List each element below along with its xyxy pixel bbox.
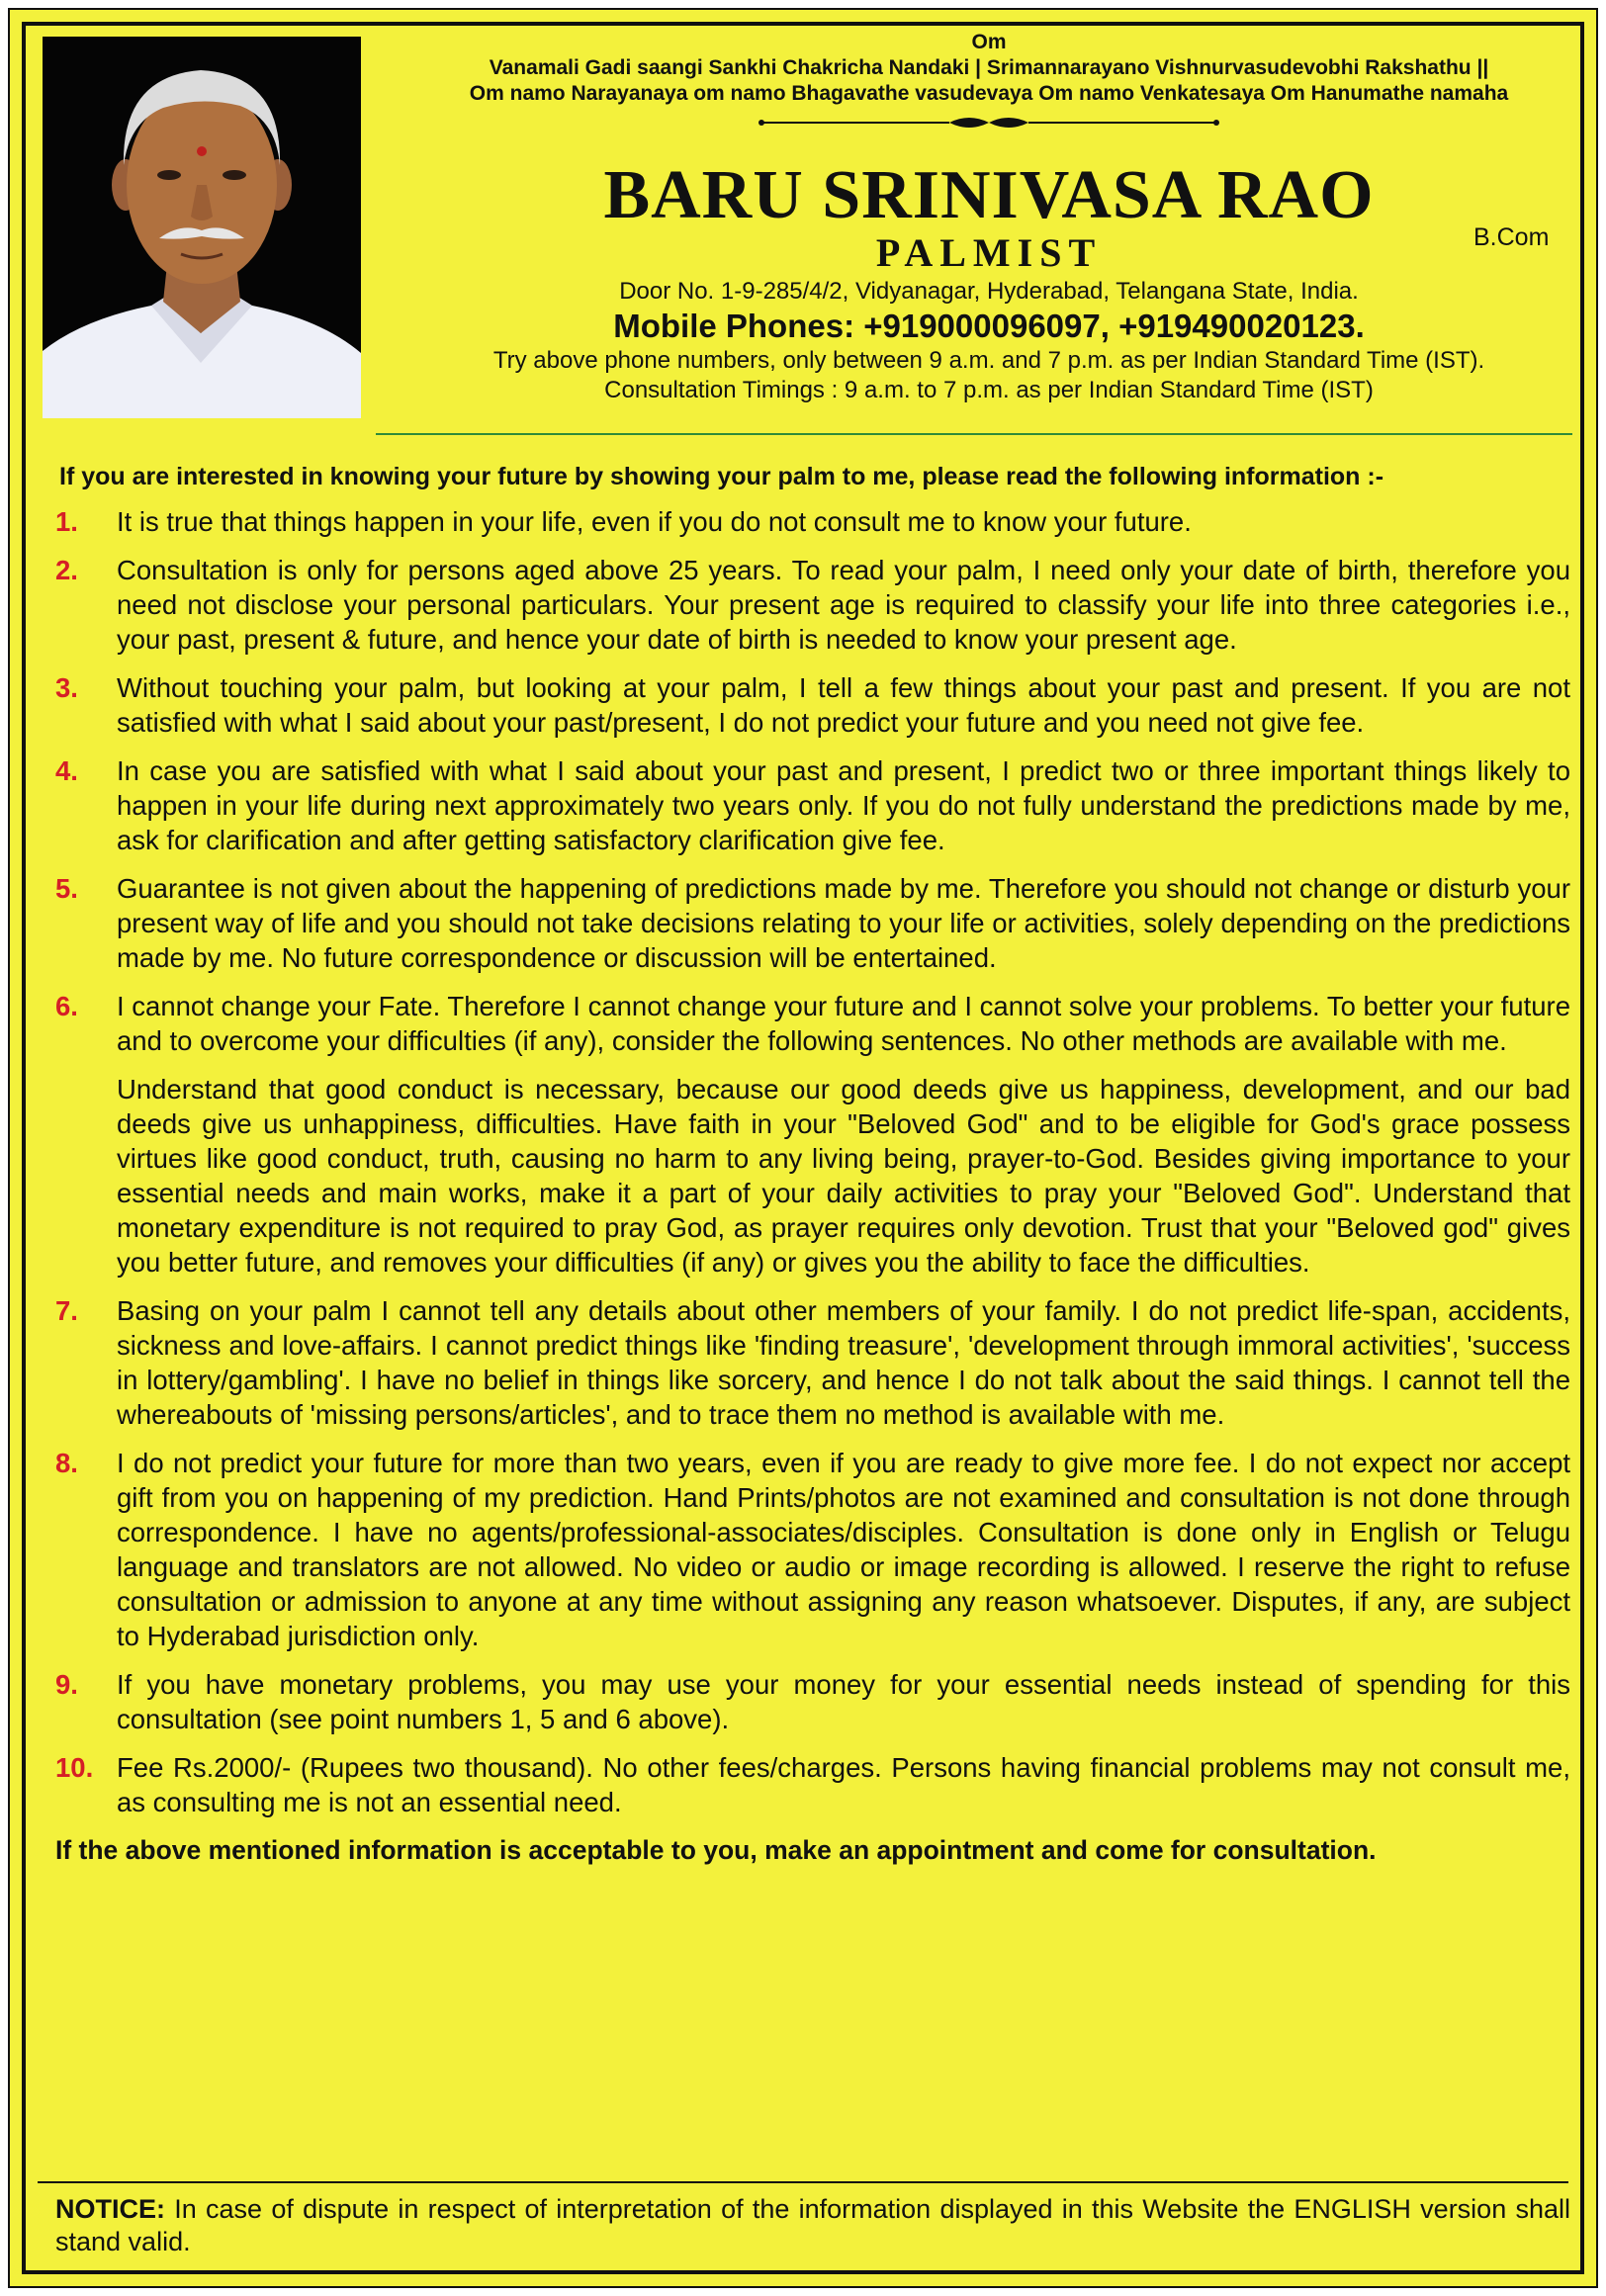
item-text: In case you are satisfied with what I said about your past and present, I predict two or three important things likely to happen in your life during next approximately two years only. If you do not fully understand the predictions made by me, ask for clarification and after getting satisfactory clarification give fee.	[117, 755, 1570, 855]
item-number: 8.	[55, 1448, 78, 1478]
list-item-6	[55, 989, 1570, 1058]
item-number: 2.	[55, 555, 78, 585]
item-number: 9.	[55, 1669, 78, 1700]
item-number: 6.	[55, 991, 78, 1021]
address-line: Door No. 1-9-285/4/2, Vidyanagar, Hyderabad, Telangana State, India.	[619, 278, 1359, 305]
header-divider	[376, 433, 1572, 435]
item-number: 7.	[55, 1295, 78, 1326]
list-item-8	[55, 1446, 1570, 1653]
item-text: Without touching your palm, but looking at your palm, I tell a few things about your past and present. If you are not satisfied with what I said about your past/present, I do not predict your future and you need not give fee.	[117, 672, 1570, 738]
list-item-9	[55, 1667, 1570, 1736]
item-text: If you have monetary problems, you may use your money for your essential needs instead of spending for this consultation (see point numbers 1, 5 and 6 above).	[117, 1669, 1570, 1734]
notice-text: In case of dispute in respect of interpretation of the information displayed in this Website the ENGLISH version shall stand valid.	[55, 2194, 1570, 2256]
item-text: I do not predict your future for more than two years, even if you are ready to give more fee. I do not expect nor accept gift from you on happening of my prediction. Hand Prints/photos are not examined and consultation is not done through correspondence. I have no agents/professional-associates/disciples. Consultation is done only in English or Telugu language and translators are not allowed. No video or audio or image recording is allowed. I reserve the right to refuse consultation or admission to anyone at any time without assigning any reason whatsoever. Disputes, if any, are subject to Hyderabad jurisdiction only.	[117, 1448, 1570, 1651]
om-label: Om	[971, 31, 1007, 53]
ornament-divider-icon	[752, 111, 1226, 134]
list-item-2	[55, 553, 1570, 657]
notice-block	[55, 2193, 1570, 2258]
list-item-3	[55, 670, 1570, 740]
consultation-timings: Consultation Timings : 9 a.m. to 7 p.m. as per Indian Standard Time (IST)	[604, 377, 1374, 403]
mantra-line-1: Vanamali Gadi saangi Sankhi Chakricha Nandaki | Srimannarayano Vishnurvasudevobhi Rakshathu ||	[489, 56, 1489, 79]
item-number: 1.	[55, 506, 78, 537]
item-text: Guarantee is not given about the happening of predictions made by me. Therefore you should not change or disturb your present way of life and you should not take decisions relating to your life or activities, solely depending on the predictions made by me. No future correspondence or discussion will be entertained.	[117, 873, 1570, 973]
item-number: 3.	[55, 672, 78, 703]
notice-divider	[38, 2181, 1568, 2183]
item-number: 5.	[55, 873, 78, 904]
portrait-illustration	[43, 37, 361, 418]
list-item-10	[55, 1750, 1570, 1819]
list-item-4	[55, 753, 1570, 857]
poster	[8, 8, 1598, 2288]
closing-statement: If the above mentioned information is acceptable to you, make an appointment and come for consultation.	[55, 1835, 1377, 1865]
mantra-line-2: Om namo Narayanaya om namo Bhagavathe vasudevaya Om namo Venkatesaya Om Hanumathe namaha	[469, 82, 1509, 105]
information-list	[55, 504, 1570, 1867]
item-number: 10.	[55, 1752, 94, 1783]
item-text: I cannot change your Fate. Therefore I cannot change your future and I cannot solve your problems. To better your future and to overcome your difficulties (if any), consider the following sentences. No other methods are available with me.	[117, 991, 1570, 1056]
item-number: 4.	[55, 755, 78, 786]
item-text: Basing on your palm I cannot tell any details about other members of your family. I do not predict life-span, accidents, sickness and love-affairs. I cannot predict things like 'finding treasure', 'development through immoral activities', 'success in lottery/gambling'. I have no belief in things like sorcery, and hence I do not talk about the said things. I cannot tell the whereabouts of 'missing persons/articles', and to trace them no method is available with me.	[117, 1295, 1570, 1430]
list-item-1	[55, 504, 1570, 539]
profession-title: PALMIST	[875, 230, 1103, 275]
phone-note: Try above phone numbers, only between 9 a.m. and 7 p.m. as per Indian Standard Time (IST).	[492, 347, 1485, 374]
mobile-phones: Mobile Phones: +919000096097, +919490020123.	[613, 308, 1365, 344]
qualification-label: B.Com	[1473, 223, 1550, 251]
intro-heading: If you are interested in knowing your future by showing your palm to me, please read the following information :-	[59, 463, 1384, 490]
palmist-name: BARU SRINIVASA RAO	[603, 157, 1375, 233]
item-text: It is true that things happen in your life, even if you do not consult me to know your future.	[117, 506, 1192, 537]
list-item-7	[55, 1293, 1570, 1432]
item-6-paragraph: Understand that good conduct is necessary, because our good deeds give us happiness, development, and our bad deeds give us unhappiness, difficulties. Have faith in your "Beloved God" and to be eligible for God's grace possess virtues like good conduct, truth, causing no harm to any living being, prayer-to-God. Besides giving importance to your essential needs and main works, make it a part of your daily activities to pray your "Beloved God". Understand that monetary expenditure is not required to pray God, as prayer requires only devotion. Trust that your "Beloved god" gives you better future, and removes your difficulties (if any) or gives you the ability to face the difficulties.	[117, 1074, 1570, 1278]
portrait-photo	[43, 37, 361, 418]
notice-label: NOTICE:	[55, 2194, 165, 2224]
item-text: Fee Rs.2000/- (Rupees two thousand). No other fees/charges. Persons having financial problems may not consult me, as consulting me is not an essential need.	[117, 1752, 1570, 1817]
list-item-5	[55, 871, 1570, 975]
item-text: Consultation is only for persons aged above 25 years. To read your palm, I need only your date of birth, therefore you need not disclose your personal particulars. Your present age is required to classify your life into three categories i.e., your past, present & future, and hence your date of birth is needed to know your present age.	[117, 555, 1570, 655]
